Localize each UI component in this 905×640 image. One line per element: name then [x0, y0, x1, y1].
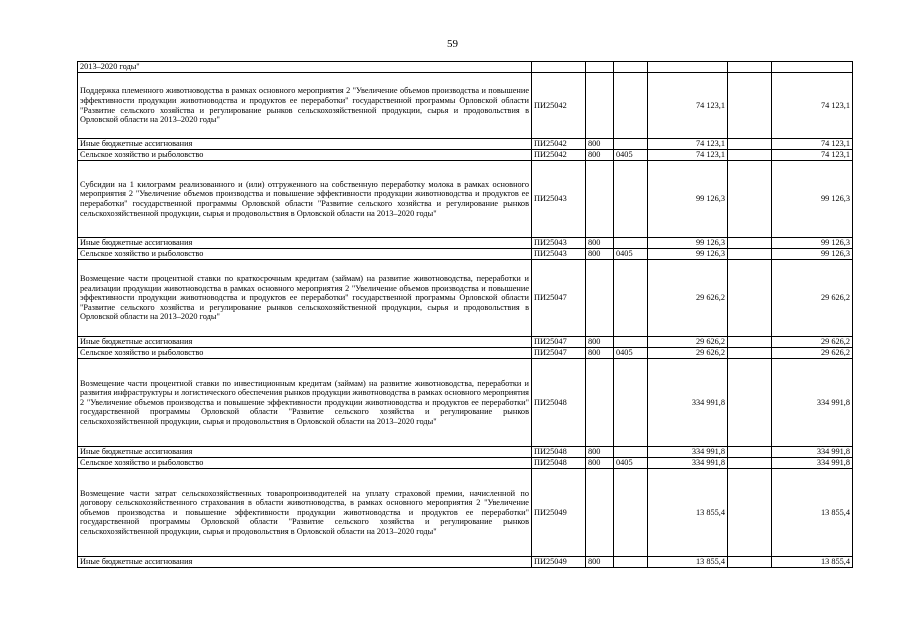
- row-amount: [648, 62, 728, 73]
- row-amount: 29 626,2: [648, 337, 728, 348]
- row-program-code: ПИ25043: [532, 249, 586, 260]
- row-program-code: ПИ25048: [532, 359, 586, 447]
- row-empty-cell: [728, 150, 772, 161]
- row-empty-cell: [728, 249, 772, 260]
- row-amount: 74 123,1: [648, 139, 728, 150]
- row-program-code: ПИ25048: [532, 458, 586, 469]
- row-section-code: [614, 260, 648, 337]
- row-program-code: ПИ25047: [532, 260, 586, 337]
- page-number: 59: [447, 38, 458, 50]
- row-expense-type: [586, 260, 614, 337]
- row-empty-cell: [728, 557, 772, 568]
- row-expense-type: [586, 62, 614, 73]
- row-amount-total: 74 123,1: [772, 150, 853, 161]
- row-name: Поддержка племенного животноводства в рамках основного мероприятия 2 "Увеличение объемов производства и повышение эффективности продукции животноводства и продуктов ее переработки" государственной программы Орловской области "Развитие сельского хозяйства и регулирование рынков сельскохозяйственной продукции, сырья и продовольствия в Орловской области на 2013–2020 годы": [78, 73, 532, 139]
- table-row: [78, 161, 853, 238]
- row-section-code: [614, 359, 648, 447]
- row-amount-total: 334 991,8: [772, 447, 853, 458]
- row-program-code: ПИ25047: [532, 337, 586, 348]
- row-amount-total: 334 991,8: [772, 359, 853, 447]
- row-name: Иные бюджетные ассигнования: [78, 337, 532, 348]
- row-amount-total: 99 126,3: [772, 249, 853, 260]
- row-empty-cell: [728, 359, 772, 447]
- row-amount: 74 123,1: [648, 73, 728, 139]
- row-section-code: 0405: [614, 249, 648, 260]
- row-section-code: [614, 557, 648, 568]
- row-empty-cell: [728, 260, 772, 337]
- row-name: Иные бюджетные ассигнования: [78, 238, 532, 249]
- table-row: [78, 139, 853, 150]
- row-amount: 74 123,1: [648, 150, 728, 161]
- row-amount: 29 626,2: [648, 260, 728, 337]
- row-amount: 334 991,8: [648, 359, 728, 447]
- row-empty-cell: [728, 238, 772, 249]
- row-amount-total: [772, 62, 853, 73]
- row-expense-type: 800: [586, 447, 614, 458]
- row-amount: 99 126,3: [648, 249, 728, 260]
- row-empty-cell: [728, 62, 772, 73]
- row-amount: 99 126,3: [648, 238, 728, 249]
- row-program-code: ПИ25043: [532, 238, 586, 249]
- row-section-code: [614, 161, 648, 238]
- row-name: Сельское хозяйство и рыболовство: [78, 348, 532, 359]
- row-amount-total: 29 626,2: [772, 260, 853, 337]
- table-row: [78, 359, 853, 447]
- row-name: Сельское хозяйство и рыболовство: [78, 458, 532, 469]
- table-row: [78, 260, 853, 337]
- row-section-code: [614, 469, 648, 557]
- row-section-code: 0405: [614, 458, 648, 469]
- table-row: [78, 150, 853, 161]
- row-program-code: ПИ25049: [532, 469, 586, 557]
- row-empty-cell: [728, 458, 772, 469]
- row-empty-cell: [728, 447, 772, 458]
- row-amount-total: 13 855,4: [772, 469, 853, 557]
- row-amount-total: 334 991,8: [772, 458, 853, 469]
- table-row: [78, 238, 853, 249]
- table-row: [78, 62, 853, 73]
- row-amount-total: 29 626,2: [772, 348, 853, 359]
- row-expense-type: [586, 73, 614, 139]
- row-section-code: 0405: [614, 150, 648, 161]
- table-row: [78, 458, 853, 469]
- row-expense-type: [586, 469, 614, 557]
- budget-table: [77, 61, 853, 568]
- row-name: 2013–2020 годы": [78, 62, 532, 73]
- row-name: Возмещение части процентной ставки по инвестиционным кредитам (займам) на развитие животноводства, переработки и развития инфраструктуры и логистического обеспечения рынков продукции животноводства в рамках основного мероприятия 2 "Увеличение объемов производства и повышение эффективности продукции животноводства и продуктов ее переработки" государственной программы Орловской области "Развитие сельского хозяйства и регулирование рынков сельскохозяйственной продукции, сырья и продовольствия в Орловской области на 2013–2020 годы": [78, 359, 532, 447]
- row-empty-cell: [728, 348, 772, 359]
- row-program-code: ПИ25049: [532, 557, 586, 568]
- table-row: [78, 557, 853, 568]
- row-amount: 13 855,4: [648, 557, 728, 568]
- row-section-code: [614, 62, 648, 73]
- row-expense-type: 800: [586, 557, 614, 568]
- row-expense-type: 800: [586, 458, 614, 469]
- row-name: Сельское хозяйство и рыболовство: [78, 150, 532, 161]
- row-amount-total: 99 126,3: [772, 161, 853, 238]
- row-name: Иные бюджетные ассигнования: [78, 447, 532, 458]
- row-amount: 334 991,8: [648, 447, 728, 458]
- table-row: [78, 447, 853, 458]
- row-expense-type: [586, 359, 614, 447]
- row-empty-cell: [728, 139, 772, 150]
- row-amount-total: 29 626,2: [772, 337, 853, 348]
- row-amount-total: 99 126,3: [772, 238, 853, 249]
- row-empty-cell: [728, 337, 772, 348]
- row-section-code: [614, 238, 648, 249]
- row-amount: 99 126,3: [648, 161, 728, 238]
- row-amount-total: 74 123,1: [772, 73, 853, 139]
- row-name: Иные бюджетные ассигнования: [78, 557, 532, 568]
- row-expense-type: 800: [586, 150, 614, 161]
- row-section-code: [614, 447, 648, 458]
- row-empty-cell: [728, 469, 772, 557]
- row-program-code: ПИ25042: [532, 139, 586, 150]
- row-section-code: [614, 337, 648, 348]
- row-name: Возмещение части затрат сельскохозяйственных товаропроизводителей на уплату страховой премии, начисленной по договору сельскохозяйственного страхования в области животноводства, в рамках основного мероприятия 2 "Увеличение объемов производства и повышение эффективности продукции животноводства и продуктов ее переработки" государственной программы Орловской области "Развитие сельского хозяйства и регулирование рынков сельскохозяйственной продукции, сырья и продовольствия в Орловской области на 2013–2020 годы": [78, 469, 532, 557]
- row-amount: 13 855,4: [648, 469, 728, 557]
- table-row: [78, 337, 853, 348]
- row-empty-cell: [728, 73, 772, 139]
- row-amount-total: 74 123,1: [772, 139, 853, 150]
- row-section-code: 0405: [614, 348, 648, 359]
- row-expense-type: 800: [586, 238, 614, 249]
- row-amount: 334 991,8: [648, 458, 728, 469]
- table-row: [78, 73, 853, 139]
- row-section-code: [614, 73, 648, 139]
- row-name: Сельское хозяйство и рыболовство: [78, 249, 532, 260]
- row-program-code: ПИ25043: [532, 161, 586, 238]
- row-expense-type: 800: [586, 139, 614, 150]
- row-program-code: ПИ25047: [532, 348, 586, 359]
- table-row: [78, 249, 853, 260]
- row-amount-total: 13 855,4: [772, 557, 853, 568]
- row-name: Возмещение части процентной ставки по краткосрочным кредитам (займам) на развитие животноводства, переработки и реализации продукции животноводства в рамках основного мероприятия 2 "Увеличение объемов производства и повышение эффективности продукции животноводства и продуктов ее переработки" государственной программы Орловской области "Развитие сельского хозяйства и регулирование рынков сельскохозяйственной продукции, сырья и продовольствия в Орловской области на 2013–2020 годы": [78, 260, 532, 337]
- row-amount: 29 626,2: [648, 348, 728, 359]
- row-empty-cell: [728, 161, 772, 238]
- row-program-code: ПИ25048: [532, 447, 586, 458]
- table-row: [78, 469, 853, 557]
- row-expense-type: 800: [586, 348, 614, 359]
- row-program-code: ПИ25042: [532, 150, 586, 161]
- row-expense-type: 800: [586, 337, 614, 348]
- row-section-code: [614, 139, 648, 150]
- row-program-code: ПИ25042: [532, 73, 586, 139]
- row-program-code: [532, 62, 586, 73]
- table-row: [78, 348, 853, 359]
- row-name: Иные бюджетные ассигнования: [78, 139, 532, 150]
- row-expense-type: [586, 161, 614, 238]
- row-name: Субсидии на 1 килограмм реализованного и (или) отгруженного на собственную переработку молока в рамках основного мероприятия 2 "Увеличение объемов производства и повышение эффективности продукции животноводства и продуктов ее переработки" государственной программы Орловской области "Развитие сельского хозяйства и регулирование рынков сельскохозяйственной продукции, сырья и продовольствия в Орловской области на 2013–2020 годы": [78, 161, 532, 238]
- row-expense-type: 800: [586, 249, 614, 260]
